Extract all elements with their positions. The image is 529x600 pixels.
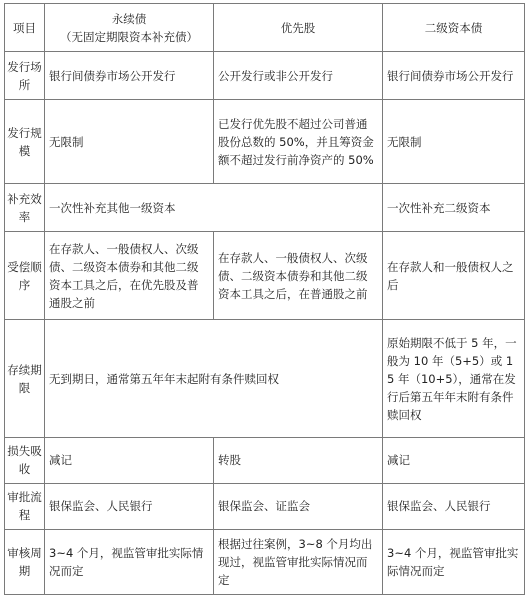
row-label: 损失吸收 [5, 437, 45, 483]
table-cell: 原始期限不低于 5 年，一般为 10 年（5+5）或 15 年（10+5），通常在发行后第五年年末附有条件赎回权 [383, 320, 525, 437]
row-label: 发行场所 [5, 52, 45, 100]
table-row [5, 437, 525, 483]
table-cell: 3~4 个月，视监管审批实际情况而定 [45, 529, 214, 594]
table-row [5, 100, 525, 184]
header-perpetual-bond-title: 永续债 [111, 11, 147, 26]
table-cell: 银行间债券市场公开发行 [383, 52, 525, 100]
header-row [5, 4, 525, 52]
table-cell: 一次性补充二级资本 [383, 184, 525, 232]
table-cell: 减记 [45, 437, 214, 483]
table-cell: 银保监会、人民银行 [383, 483, 525, 529]
table-cell: 已发行优先股不超过公司普通股份总数的 50%，并且筹资金额不超过发行前净资产的 50% [214, 100, 383, 184]
table-cell: 在存款人、一般债权人、次级债、二级资本债券和其他二级资本工具之后，在优先股及普通股之前 [45, 232, 214, 320]
table-row [5, 52, 525, 100]
header-item: 项目 [5, 4, 45, 52]
table-cell: 银行间债券市场公开发行 [45, 52, 214, 100]
table-cell: 转股 [214, 437, 383, 483]
table-cell: 银保监会、人民银行 [45, 483, 214, 529]
header-preferred-stock: 优先股 [214, 4, 383, 52]
row-label: 受偿顺序 [5, 232, 45, 320]
header-tier2-bond: 二级资本债 [383, 4, 525, 52]
table-cell-merged: 无到期日，通常第五年年末起附有条件赎回权 [45, 320, 383, 437]
table-cell: 公开发行或非公开发行 [214, 52, 383, 100]
table-row [5, 483, 525, 529]
table-cell: 在存款人和一般债权人之后 [383, 232, 525, 320]
table-row [5, 232, 525, 320]
table-cell: 3~4 个月，视监管审批实际情况而定 [383, 529, 525, 594]
row-label: 审核周期 [5, 529, 45, 594]
table-cell: 无限制 [45, 100, 214, 184]
table-cell: 银保监会、证监会 [214, 483, 383, 529]
table-row [5, 184, 525, 232]
table-row [5, 320, 525, 437]
table-cell-merged: 一次性补充其他一级资本 [45, 184, 383, 232]
row-label: 审批流程 [5, 483, 45, 529]
table-cell: 减记 [383, 437, 525, 483]
table-cell: 根据过往案例，3~8 个月均出现过，视监管审批实际情况而定 [214, 529, 383, 594]
header-perpetual-bond [45, 4, 214, 52]
comparison-table [4, 3, 525, 595]
table-cell: 无限制 [383, 100, 525, 184]
header-perpetual-bond-subtitle: （无固定期限资本补充债） [60, 29, 198, 44]
row-label: 发行规模 [5, 100, 45, 184]
table-row [5, 529, 525, 594]
row-label: 补充效率 [5, 184, 45, 232]
row-label: 存续期限 [5, 320, 45, 437]
table-cell: 在存款人、一般债权人、次级债、二级资本债券和其他二级资本工具之后，在普通股之前 [214, 232, 383, 320]
